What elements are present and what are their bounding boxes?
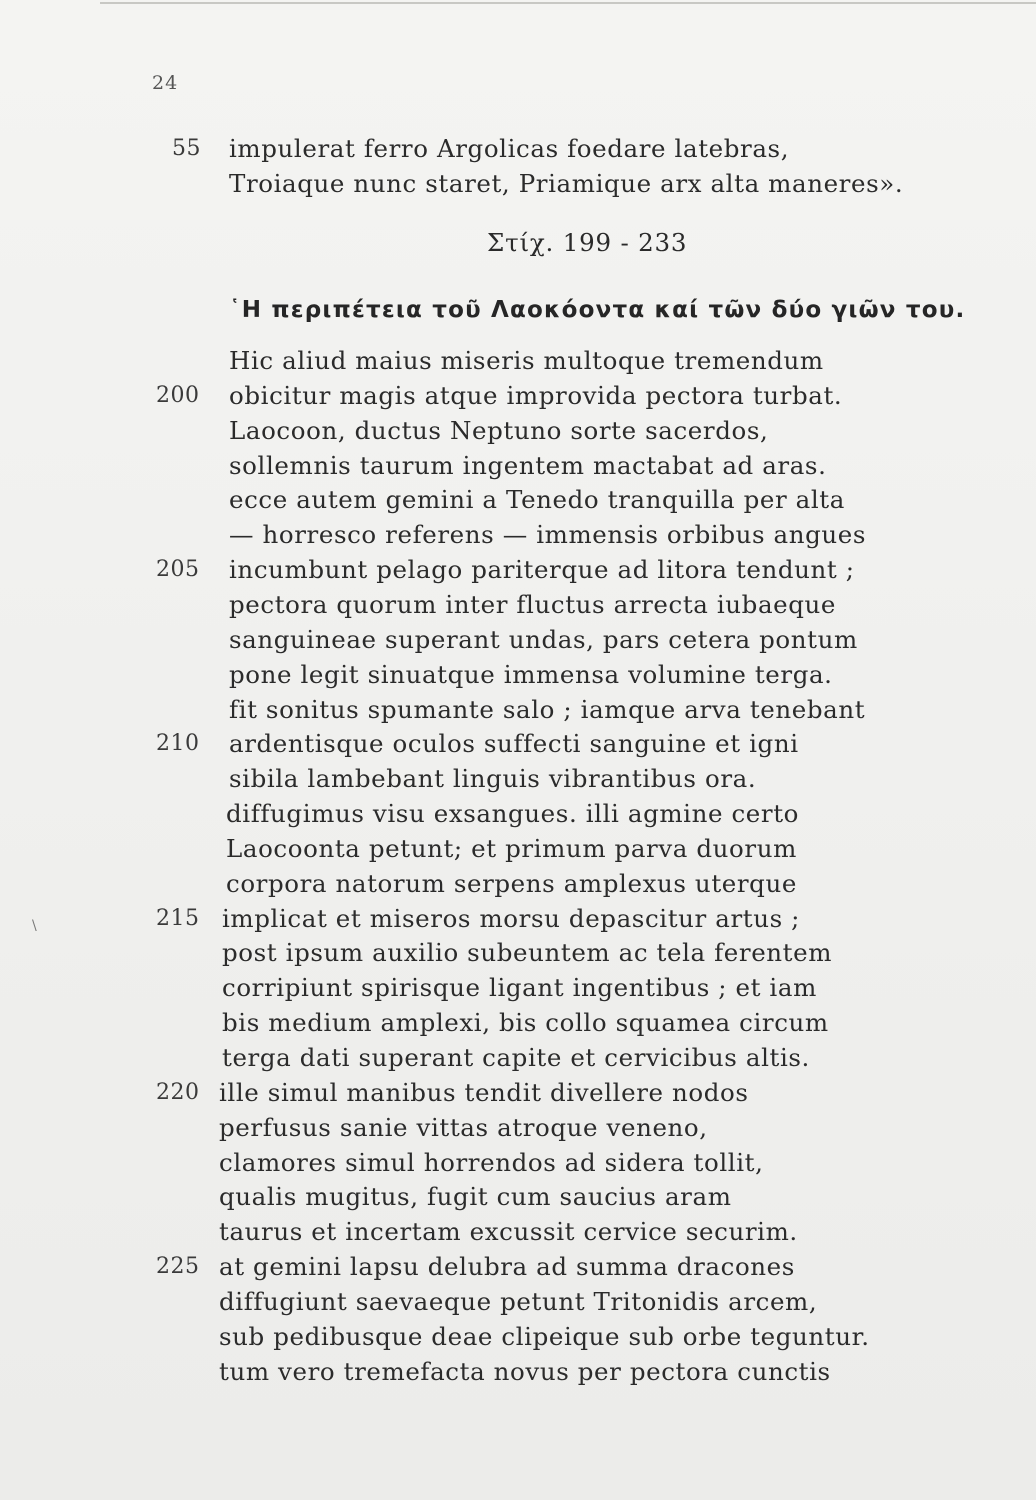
verse-line: sibila lambebant linguis vibrantibus ora.	[229, 764, 757, 794]
verse-line: — horresco referens — immensis orbibus angues	[229, 520, 867, 550]
verse-line: sanguineae superant undas, pars cetera pontum	[229, 624, 858, 654]
verse-line: tum vero tremefacta novus per pectora cunctis	[219, 1356, 831, 1386]
verse-line: Laocoon, ductus Neptuno sorte sacerdos,	[229, 415, 769, 445]
verse-line: clamores simul horrendos ad sidera tollit,	[219, 1147, 764, 1177]
verse-line: bis medium amplexi, bis collo squamea circum	[222, 1008, 829, 1038]
verse-line: ecce autem gemini a Tenedo tranquilla per alta	[229, 485, 845, 515]
verse-line: diffugimus visu exsangues. illi agmine certo	[226, 799, 800, 829]
verse-line: sollemnis taurum ingentem mactabat ad aras.	[229, 450, 827, 480]
verse-line: Troiaque nunc staret, Priamique arx alta maneres».	[229, 169, 904, 198]
verse-line: qualis mugitus, fugit cum saucius aram	[219, 1182, 732, 1212]
margin-mark: \	[32, 918, 37, 934]
verse-line: perfusus sanie vittas atroque veneno,	[219, 1112, 708, 1142]
verse-line: fit sonitus spumante salo ; iamque arva tenebant	[229, 694, 866, 724]
verse-line: terga dati superant capite et cervicibus altis.	[222, 1043, 810, 1072]
verse-line: incumbunt pelago pariterque ad litora tendunt ;	[229, 555, 855, 585]
section-heading: Στίχ. 199 - 233	[487, 228, 688, 257]
verse-line: impulerat ferro Argolicas foedare latebras,	[229, 134, 790, 163]
page-top-edge	[100, 2, 1036, 4]
verse-line: corripiunt spirisque ligant ingentibus ; et iam	[222, 973, 817, 1003]
line-number: 205	[156, 557, 200, 583]
verse-line: diffugiunt saevaeque petunt Tritonidis arcem,	[219, 1286, 818, 1316]
verse-line: at gemini lapsu delubra ad summa dracones	[219, 1252, 795, 1282]
page-number: 24	[152, 72, 179, 94]
line-number: 225	[156, 1254, 200, 1280]
verse-line: pectora quorum inter fluctus arrecta iubaeque	[229, 589, 837, 619]
line-number: 220	[156, 1079, 200, 1105]
verse-line: corpora natorum serpens amplexus uterque	[226, 868, 797, 898]
verse-line: taurus et incertam excussit cervice securim.	[219, 1217, 798, 1247]
verse-line: sub pedibusque deae clipeique sub orbe teguntur.	[219, 1321, 870, 1351]
verse-line: Hic aliud maius miseris multoque tremendum	[229, 346, 824, 375]
line-number: 210	[156, 731, 200, 757]
line-number: 215	[156, 905, 200, 931]
line-number: 200	[156, 382, 200, 408]
section-title: ῾Η περιπέτεια τοῦ Λαοκόοντα καί τῶν δύο γιῶν του.	[229, 297, 966, 323]
line-number: 55	[172, 136, 201, 161]
verse-line: pone legit sinuatque immensa volumine terga.	[229, 659, 833, 689]
verse-line: post ipsum auxilio subeuntem ac tela ferentem	[222, 938, 833, 968]
verse-line: ardentisque oculos suffecti sanguine et igni	[229, 729, 799, 759]
verse-line: implicat et miseros morsu depascitur artus ;	[222, 903, 800, 933]
verse-line: ille simul manibus tendit divellere nodos	[219, 1077, 749, 1107]
verse-line: Laocoonta petunt; et primum parva duorum	[226, 833, 797, 863]
verse-line: obicitur magis atque improvida pectora turbat.	[229, 380, 843, 410]
